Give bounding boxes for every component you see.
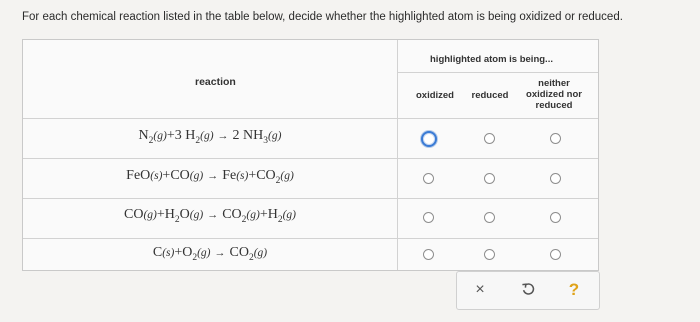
eq-state: (g) bbox=[282, 209, 296, 221]
eq-state: (s) bbox=[150, 170, 163, 182]
eq-state: (g) bbox=[153, 130, 167, 142]
radio-row2-oxidized[interactable] bbox=[423, 173, 434, 184]
radio-row3-oxidized[interactable] bbox=[423, 212, 434, 223]
reaction-arrow-icon: → bbox=[207, 170, 219, 182]
eq-sub: 2 bbox=[174, 214, 180, 225]
eq-part: FeO bbox=[126, 168, 151, 183]
eq-part: +O bbox=[174, 245, 193, 260]
neither-header-line: reduced bbox=[535, 100, 573, 111]
radio-row2-neither[interactable] bbox=[550, 173, 561, 184]
radio-row2-reduced[interactable] bbox=[484, 173, 495, 184]
radio-row4-neither[interactable] bbox=[550, 249, 561, 260]
eq-sub: 3 bbox=[263, 135, 269, 146]
eq-part: N bbox=[138, 128, 149, 143]
reaction-equation-4 bbox=[23, 245, 397, 263]
eq-part: +CO bbox=[162, 168, 190, 183]
header-divider bbox=[23, 118, 598, 119]
eq-state: (g) bbox=[268, 130, 282, 142]
undo-button[interactable] bbox=[517, 280, 539, 300]
radio-row1-reduced[interactable] bbox=[484, 133, 495, 144]
radio-row4-oxidized[interactable] bbox=[423, 249, 434, 260]
radio-row1-oxidized[interactable] bbox=[421, 131, 437, 147]
eq-part: C bbox=[152, 245, 163, 260]
eq-sub: 2 bbox=[195, 135, 201, 146]
eq-sub: 2 bbox=[248, 252, 254, 263]
radio-row1-neither[interactable] bbox=[550, 133, 561, 144]
eq-part: 2 NH bbox=[232, 128, 264, 143]
eq-state: (s) bbox=[236, 170, 249, 182]
eq-sub: 2 bbox=[241, 214, 247, 225]
eq-state: (g) bbox=[189, 209, 204, 221]
eq-part: CO bbox=[124, 207, 144, 222]
eq-state: (g) bbox=[253, 247, 268, 259]
eq-state: (g) bbox=[197, 247, 211, 259]
answer-toolbar bbox=[456, 271, 600, 310]
clear-button[interactable] bbox=[469, 280, 491, 300]
reaction-column-header: reaction bbox=[195, 76, 236, 88]
radio-row4-reduced[interactable] bbox=[484, 249, 495, 260]
eq-part: O bbox=[179, 207, 190, 222]
reaction-arrow-icon: → bbox=[214, 247, 226, 259]
instructions-text: For each chemical reaction listed in the table below, decide whether the highlighted atom is being oxidized or reduced. bbox=[22, 11, 623, 23]
eq-sub: 2 bbox=[277, 214, 283, 225]
oxidized-column-header: oxidized bbox=[415, 90, 454, 101]
eq-part: CO bbox=[222, 207, 242, 222]
reaction-table bbox=[22, 39, 599, 271]
eq-state: (g) bbox=[280, 170, 294, 182]
row-divider bbox=[23, 158, 598, 159]
eq-sub: 2 bbox=[148, 135, 154, 146]
reaction-equation-2 bbox=[23, 168, 397, 186]
row-divider bbox=[23, 238, 598, 239]
eq-part: Fe bbox=[222, 168, 237, 183]
reaction-arrow-icon: → bbox=[207, 209, 219, 221]
reaction-equation-1 bbox=[23, 128, 397, 146]
neither-header-line: neither bbox=[538, 78, 570, 89]
group-header-divider bbox=[397, 72, 598, 73]
reaction-equation-3 bbox=[23, 207, 397, 225]
help-icon: ? bbox=[568, 280, 580, 299]
radio-row3-reduced[interactable] bbox=[484, 212, 495, 223]
eq-state: (g) bbox=[189, 170, 204, 182]
neither-column-header bbox=[518, 78, 590, 111]
eq-sub: 2 bbox=[275, 175, 281, 186]
reaction-arrow-icon: → bbox=[217, 130, 229, 142]
help-button[interactable] bbox=[563, 280, 585, 300]
column-divider bbox=[397, 40, 398, 270]
group-column-header: highlighted atom is being... bbox=[430, 54, 553, 65]
radio-row3-neither[interactable] bbox=[550, 212, 561, 223]
eq-sub: 2 bbox=[192, 252, 198, 263]
eq-part: +H bbox=[156, 207, 175, 222]
reduced-column-header: reduced bbox=[471, 90, 509, 101]
eq-state: (g) bbox=[143, 209, 157, 221]
eq-part: CO bbox=[229, 245, 249, 260]
eq-state: (s) bbox=[162, 247, 175, 259]
eq-state: (g) bbox=[246, 209, 260, 221]
row-divider bbox=[23, 198, 598, 199]
eq-part: +H bbox=[259, 207, 278, 222]
eq-state: (g) bbox=[200, 130, 214, 142]
undo-icon bbox=[517, 282, 539, 296]
eq-part: +CO bbox=[248, 168, 276, 183]
neither-header-line: oxidized nor bbox=[526, 89, 582, 100]
eq-part: +3 H bbox=[166, 128, 196, 143]
close-icon: × bbox=[475, 281, 485, 298]
